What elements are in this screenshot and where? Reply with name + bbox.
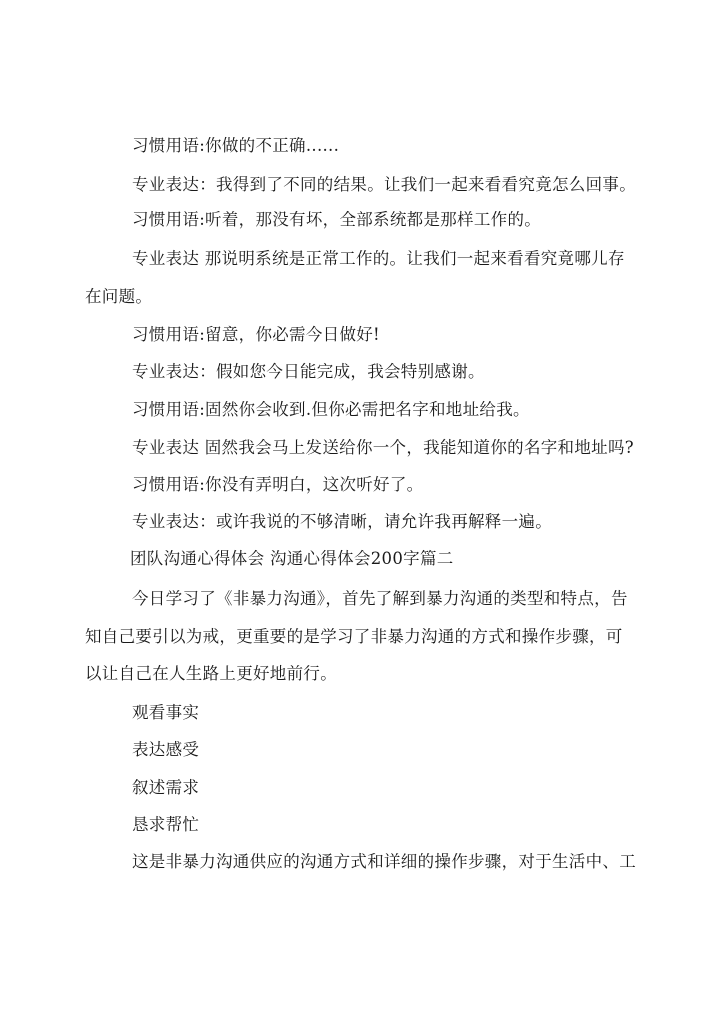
- paragraph-line: 在问题。: [85, 287, 153, 306]
- paragraph-line: 专业表达：或许我说的不够清晰，请允许我再解释一遍。: [132, 512, 552, 531]
- paragraph-line: 知自己要引以为戒，更重要的是学习了非暴力沟通的方式和操作步骤，可: [85, 627, 623, 646]
- paragraph-line: 习惯用语:听着，那没有坏，全部系统都是那样工作的。: [132, 210, 542, 229]
- paragraph-line: 这是非暴力沟通供应的沟通方式和详细的操作步骤，对于生活中、工: [132, 852, 636, 871]
- paragraph-line: 专业表达：我得到了不同的结果。让我们一起来看看究竟怎么回事。: [132, 175, 636, 194]
- section-heading: 团队沟通心得体会 沟通心得体会200字篇二: [130, 549, 454, 568]
- paragraph-line: 今日学习了《非暴力沟通》，首先了解到暴力沟通的类型和特点，告: [132, 589, 628, 608]
- list-item: 观看事实: [132, 703, 200, 722]
- paragraph-line: 专业表达 那说明系统是正常工作的。让我们一起来看看究竟哪儿存: [132, 249, 625, 268]
- paragraph-line: 习惯用语:你做的不正确......: [132, 136, 340, 155]
- paragraph-line: 专业表达：假如您今日能完成，我会特别感谢。: [132, 362, 485, 381]
- list-item: 恳求帮忙: [132, 815, 200, 834]
- paragraph-line: 以让自己在人生路上更好地前行。: [85, 664, 337, 683]
- paragraph-line: 专业表达 固然我会马上发送给你一个，我能知道你的名字和地址吗?: [132, 438, 634, 457]
- paragraph-line: 习惯用语:固然你会收到.但你必需把名字和地址给我。: [132, 400, 530, 419]
- list-item: 表达感受: [132, 740, 200, 759]
- list-item: 叙述需求: [132, 778, 200, 797]
- paragraph-line: 习惯用语:留意，你必需今日做好!: [132, 325, 380, 344]
- paragraph-line: 习惯用语:你没有弄明白，这次听好了。: [132, 475, 424, 494]
